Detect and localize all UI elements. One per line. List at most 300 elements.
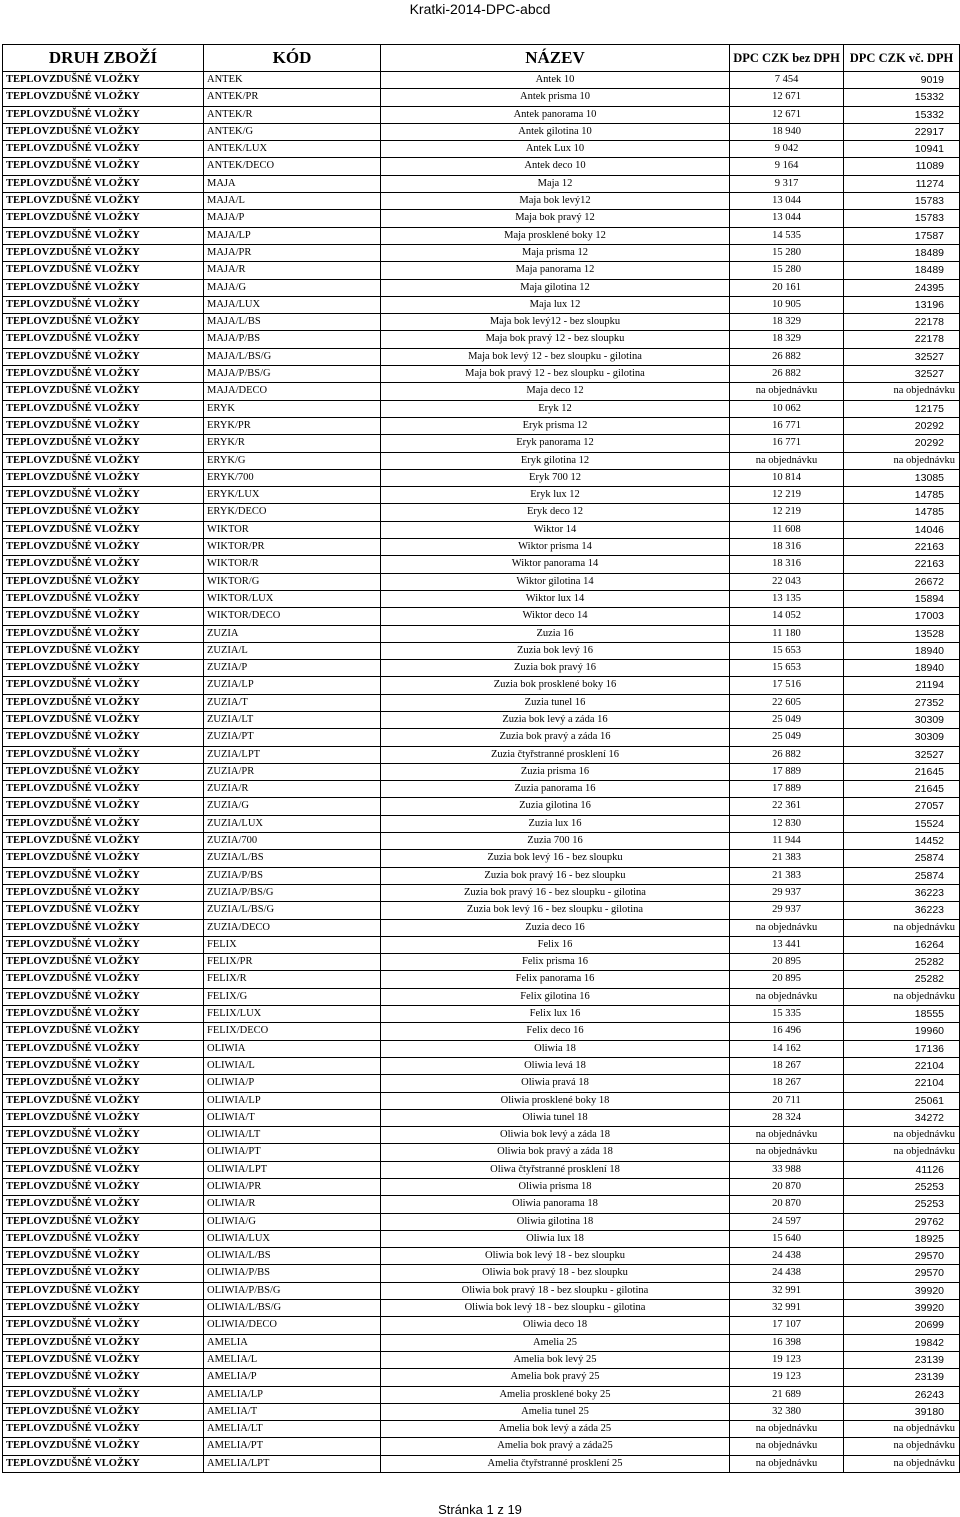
header-kod: KÓD (204, 45, 381, 72)
cell-nazev: Zuzia bok levý 16 (381, 642, 730, 659)
cell-druh-zbozi: TEPLOVZDUŠNÉ VLOŽKY (3, 539, 204, 556)
table-row (3, 1179, 960, 1196)
cell-nazev: Oliwia deco 18 (381, 1317, 730, 1334)
cell-kod: OLIWIA/LT (204, 1127, 381, 1144)
cell-price-without-vat: 18 940 (730, 123, 844, 140)
cell-price-without-vat: 18 316 (730, 539, 844, 556)
cell-kod: WIKTOR/R (204, 556, 381, 573)
cell-nazev: Oliwia bok levý a záda 18 (381, 1127, 730, 1144)
cell-price-without-vat: na objednávku (730, 1127, 844, 1144)
table-body (3, 72, 960, 1473)
cell-price-with-vat: 20292 (844, 435, 960, 452)
cell-druh-zbozi: TEPLOVZDUŠNÉ VLOŽKY (3, 677, 204, 694)
table-row (3, 1421, 960, 1438)
table-row (3, 193, 960, 210)
cell-price-without-vat: 24 438 (730, 1265, 844, 1282)
cell-nazev: Zuzia čtyřstranné prosklení 16 (381, 746, 730, 763)
table-row (3, 1196, 960, 1213)
cell-price-with-vat: 21645 (844, 763, 960, 780)
cell-kod: FELIX/DECO (204, 1023, 381, 1040)
table-row (3, 711, 960, 728)
cell-price-with-vat: 29570 (844, 1248, 960, 1265)
cell-druh-zbozi: TEPLOVZDUŠNÉ VLOŽKY (3, 1092, 204, 1109)
cell-price-without-vat: 22 043 (730, 573, 844, 590)
cell-price-with-vat: 13528 (844, 625, 960, 642)
cell-price-with-vat: na objednávku (844, 988, 960, 1005)
table-row (3, 677, 960, 694)
cell-nazev: Amelia čtyřstranné prosklení 25 (381, 1455, 730, 1472)
cell-price-without-vat: 25 049 (730, 711, 844, 728)
cell-kod: MAJA/L/BS (204, 314, 381, 331)
cell-nazev: Felix prisma 16 (381, 954, 730, 971)
cell-kod: ANTEK (204, 72, 381, 89)
cell-price-with-vat: 17587 (844, 227, 960, 244)
cell-kod: FELIX (204, 936, 381, 953)
table-row (3, 1075, 960, 1092)
cell-price-with-vat: 39180 (844, 1403, 960, 1420)
cell-kod: FELIX/PR (204, 954, 381, 971)
table-row (3, 884, 960, 901)
cell-price-without-vat: 7 454 (730, 72, 844, 89)
cell-price-with-vat: 14785 (844, 487, 960, 504)
cell-nazev: Maja bok levý12 (381, 193, 730, 210)
cell-druh-zbozi: TEPLOVZDUŠNÉ VLOŽKY (3, 556, 204, 573)
cell-kod: ZUZIA/LPT (204, 746, 381, 763)
table-row (3, 383, 960, 400)
cell-nazev: Zuzia gilotina 16 (381, 798, 730, 815)
header-price-without-vat: DPC CZK bez DPH (730, 45, 844, 72)
table-row (3, 279, 960, 296)
cell-druh-zbozi: TEPLOVZDUŠNÉ VLOŽKY (3, 331, 204, 348)
cell-kod: ANTEK/G (204, 123, 381, 140)
table-row (3, 850, 960, 867)
cell-kod: ZUZIA/G (204, 798, 381, 815)
document-title: Kratki-2014-DPC-abcd (409, 1, 551, 17)
cell-price-with-vat: 18940 (844, 660, 960, 677)
cell-nazev: Amelia tunel 25 (381, 1403, 730, 1420)
table-row (3, 1386, 960, 1403)
header-nazev: NÁZEV (381, 45, 730, 72)
cell-price-without-vat: 17 889 (730, 781, 844, 798)
cell-kod: MAJA/L (204, 193, 381, 210)
cell-nazev: Amelia bok pravý 25 (381, 1369, 730, 1386)
cell-nazev: Maja bok pravý 12 - bez sloupku (381, 331, 730, 348)
cell-druh-zbozi: TEPLOVZDUŠNÉ VLOŽKY (3, 988, 204, 1005)
cell-nazev: Wiktor gilotina 14 (381, 573, 730, 590)
cell-kod: AMELIA (204, 1334, 381, 1351)
cell-kod: FELIX/G (204, 988, 381, 1005)
cell-druh-zbozi: TEPLOVZDUŠNÉ VLOŽKY (3, 884, 204, 901)
cell-druh-zbozi: TEPLOVZDUŠNÉ VLOŽKY (3, 487, 204, 504)
cell-kod: ZUZIA/P/BS/G (204, 884, 381, 901)
cell-druh-zbozi: TEPLOVZDUŠNÉ VLOŽKY (3, 694, 204, 711)
cell-kod: ZUZIA/PT (204, 729, 381, 746)
cell-price-without-vat: 21 383 (730, 867, 844, 884)
cell-nazev: Antek 10 (381, 72, 730, 89)
cell-druh-zbozi: TEPLOVZDUŠNÉ VLOŽKY (3, 314, 204, 331)
table-row (3, 590, 960, 607)
cell-nazev: Maja panorama 12 (381, 262, 730, 279)
table-row (3, 1092, 960, 1109)
cell-kod: ZUZIA/LUX (204, 815, 381, 832)
table-row (3, 244, 960, 261)
cell-kod: AMELIA/T (204, 1403, 381, 1420)
page-number: Stránka 1 z 19 (438, 1502, 522, 1517)
cell-kod: OLIWIA/P/BS/G (204, 1282, 381, 1299)
cell-price-with-vat: 32527 (844, 348, 960, 365)
cell-price-with-vat: 14785 (844, 504, 960, 521)
cell-price-without-vat: 10 905 (730, 296, 844, 313)
price-table-container (2, 44, 959, 1473)
cell-nazev: Felix gilotina 16 (381, 988, 730, 1005)
cell-price-with-vat: 18925 (844, 1230, 960, 1247)
cell-price-with-vat: 32527 (844, 746, 960, 763)
cell-nazev: Maja lux 12 (381, 296, 730, 313)
cell-nazev: Zuzia bok pravý a záda 16 (381, 729, 730, 746)
cell-nazev: Zuzia 16 (381, 625, 730, 642)
cell-druh-zbozi: TEPLOVZDUŠNÉ VLOŽKY (3, 1265, 204, 1282)
cell-nazev: Oliwia panorama 18 (381, 1196, 730, 1213)
cell-druh-zbozi: TEPLOVZDUŠNÉ VLOŽKY (3, 141, 204, 158)
cell-nazev: Wiktor panorama 14 (381, 556, 730, 573)
table-row (3, 1282, 960, 1299)
cell-kod: ZUZIA/DECO (204, 919, 381, 936)
cell-kod: ZUZIA/T (204, 694, 381, 711)
cell-price-without-vat: 16 496 (730, 1023, 844, 1040)
cell-druh-zbozi: TEPLOVZDUŠNÉ VLOŽKY (3, 417, 204, 434)
cell-kod: ERYK/G (204, 452, 381, 469)
cell-price-without-vat: 22 361 (730, 798, 844, 815)
cell-price-with-vat: 26243 (844, 1386, 960, 1403)
cell-nazev: Wiktor prisma 14 (381, 539, 730, 556)
table-row (3, 504, 960, 521)
cell-price-without-vat: 24 438 (730, 1248, 844, 1265)
cell-nazev: Amelia bok levý a záda 25 (381, 1421, 730, 1438)
cell-price-with-vat: 15332 (844, 89, 960, 106)
cell-price-without-vat: 33 988 (730, 1161, 844, 1178)
cell-price-without-vat: 12 671 (730, 89, 844, 106)
cell-price-with-vat: na objednávku (844, 1438, 960, 1455)
cell-kod: OLIWIA/LPT (204, 1161, 381, 1178)
cell-kod: AMELIA/PT (204, 1438, 381, 1455)
cell-kod: MAJA/DECO (204, 383, 381, 400)
cell-kod: OLIWIA/PR (204, 1179, 381, 1196)
cell-nazev: Maja bok levý12 - bez sloupku (381, 314, 730, 331)
cell-nazev: Eryk prisma 12 (381, 417, 730, 434)
cell-price-without-vat: 14 052 (730, 608, 844, 625)
cell-price-with-vat: 20292 (844, 417, 960, 434)
cell-nazev: Maja prisma 12 (381, 244, 730, 261)
cell-druh-zbozi: TEPLOVZDUŠNÉ VLOŽKY (3, 348, 204, 365)
cell-price-with-vat: 25282 (844, 954, 960, 971)
table-row (3, 573, 960, 590)
cell-nazev: Eryk panorama 12 (381, 435, 730, 452)
cell-kod: MAJA/P (204, 210, 381, 227)
cell-price-with-vat: 25061 (844, 1092, 960, 1109)
table-row (3, 210, 960, 227)
cell-kod: OLIWIA/L (204, 1057, 381, 1074)
cell-druh-zbozi: TEPLOVZDUŠNÉ VLOŽKY (3, 625, 204, 642)
cell-nazev: Oliwia tunel 18 (381, 1109, 730, 1126)
cell-druh-zbozi: TEPLOVZDUŠNÉ VLOŽKY (3, 573, 204, 590)
cell-price-without-vat: 12 671 (730, 106, 844, 123)
table-row (3, 1317, 960, 1334)
cell-nazev: Eryk gilotina 12 (381, 452, 730, 469)
table-row (3, 1455, 960, 1472)
cell-druh-zbozi: TEPLOVZDUŠNÉ VLOŽKY (3, 1369, 204, 1386)
cell-price-with-vat: 32527 (844, 366, 960, 383)
cell-druh-zbozi: TEPLOVZDUŠNÉ VLOŽKY (3, 833, 204, 850)
cell-nazev: Oliwa čtyřstranné prosklení 18 (381, 1161, 730, 1178)
cell-price-with-vat: 11089 (844, 158, 960, 175)
table-row (3, 798, 960, 815)
cell-nazev: Antek gilotina 10 (381, 123, 730, 140)
cell-price-without-vat: 9 042 (730, 141, 844, 158)
cell-price-with-vat: 19842 (844, 1334, 960, 1351)
table-row (3, 417, 960, 434)
table-row (3, 867, 960, 884)
cell-price-without-vat: 20 870 (730, 1179, 844, 1196)
table-row (3, 988, 960, 1005)
cell-price-with-vat: 29570 (844, 1265, 960, 1282)
cell-kod: MAJA/LP (204, 227, 381, 244)
cell-kod: ZUZIA/LP (204, 677, 381, 694)
table-row (3, 815, 960, 832)
cell-nazev: Oliwia bok pravý a záda 18 (381, 1144, 730, 1161)
cell-kod: MAJA/L/BS/G (204, 348, 381, 365)
cell-kod: ZUZIA/L/BS (204, 850, 381, 867)
cell-kod: ZUZIA/R (204, 781, 381, 798)
cell-price-without-vat: 12 219 (730, 504, 844, 521)
cell-nazev: Amelia bok levý 25 (381, 1351, 730, 1368)
cell-price-with-vat: na objednávku (844, 1144, 960, 1161)
cell-price-with-vat: 27057 (844, 798, 960, 815)
cell-druh-zbozi: TEPLOVZDUŠNÉ VLOŽKY (3, 400, 204, 417)
table-row (3, 106, 960, 123)
table-row (3, 314, 960, 331)
cell-price-without-vat: 17 107 (730, 1317, 844, 1334)
cell-nazev: Zuzia tunel 16 (381, 694, 730, 711)
cell-price-with-vat: 21645 (844, 781, 960, 798)
cell-druh-zbozi: TEPLOVZDUŠNÉ VLOŽKY (3, 210, 204, 227)
cell-nazev: Oliwia bok levý 18 - bez sloupku (381, 1248, 730, 1265)
cell-kod: ZUZIA/LT (204, 711, 381, 728)
cell-price-without-vat: 11 944 (730, 833, 844, 850)
cell-druh-zbozi: TEPLOVZDUŠNÉ VLOŽKY (3, 296, 204, 313)
cell-price-with-vat: 25874 (844, 867, 960, 884)
cell-price-without-vat: 10 062 (730, 400, 844, 417)
cell-druh-zbozi: TEPLOVZDUŠNÉ VLOŽKY (3, 850, 204, 867)
cell-nazev: Zuzia bok levý a záda 16 (381, 711, 730, 728)
cell-price-with-vat: 26672 (844, 573, 960, 590)
table-row (3, 1369, 960, 1386)
cell-kod: AMELIA/L (204, 1351, 381, 1368)
cell-druh-zbozi: TEPLOVZDUŠNÉ VLOŽKY (3, 1161, 204, 1178)
cell-nazev: Wiktor lux 14 (381, 590, 730, 607)
table-row (3, 487, 960, 504)
cell-price-with-vat: 18489 (844, 244, 960, 261)
table-row (3, 1127, 960, 1144)
cell-nazev: Oliwia prosklené boky 18 (381, 1092, 730, 1109)
table-row (3, 781, 960, 798)
cell-kod: FELIX/LUX (204, 1006, 381, 1023)
cell-kod: ERYK/700 (204, 469, 381, 486)
cell-druh-zbozi: TEPLOVZDUŠNÉ VLOŽKY (3, 1230, 204, 1247)
table-row (3, 158, 960, 175)
cell-nazev: Oliwia bok pravý 18 - bez sloupku - gilotina (381, 1282, 730, 1299)
cell-price-with-vat: na objednávku (844, 452, 960, 469)
cell-druh-zbozi: TEPLOVZDUŠNÉ VLOŽKY (3, 1317, 204, 1334)
cell-nazev: Eryk 700 12 (381, 469, 730, 486)
cell-druh-zbozi: TEPLOVZDUŠNÉ VLOŽKY (3, 1109, 204, 1126)
table-row (3, 729, 960, 746)
cell-price-without-vat: 22 605 (730, 694, 844, 711)
cell-nazev: Zuzia bok levý 16 - bez sloupku - gilotina (381, 902, 730, 919)
cell-price-with-vat: 36223 (844, 902, 960, 919)
cell-druh-zbozi: TEPLOVZDUŠNÉ VLOŽKY (3, 1386, 204, 1403)
cell-kod: AMELIA/P (204, 1369, 381, 1386)
table-row (3, 763, 960, 780)
cell-kod: ERYK/DECO (204, 504, 381, 521)
header-druh-zbozi: DRUH ZBOŽÍ (3, 45, 204, 72)
cell-price-without-vat: 32 991 (730, 1282, 844, 1299)
cell-druh-zbozi: TEPLOVZDUŠNÉ VLOŽKY (3, 452, 204, 469)
table-row (3, 1403, 960, 1420)
table-row (3, 1300, 960, 1317)
cell-kod: MAJA/R (204, 262, 381, 279)
cell-druh-zbozi: TEPLOVZDUŠNÉ VLOŽKY (3, 193, 204, 210)
cell-druh-zbozi: TEPLOVZDUŠNÉ VLOŽKY (3, 815, 204, 832)
cell-nazev: Maja bok pravý 12 (381, 210, 730, 227)
cell-nazev: Antek Lux 10 (381, 141, 730, 158)
cell-kod: AMELIA/LP (204, 1386, 381, 1403)
table-header-row (3, 45, 960, 72)
cell-druh-zbozi: TEPLOVZDUŠNÉ VLOŽKY (3, 1144, 204, 1161)
cell-kod: OLIWIA/G (204, 1213, 381, 1230)
cell-kod: OLIWIA (204, 1040, 381, 1057)
cell-price-with-vat: 15332 (844, 106, 960, 123)
cell-price-with-vat: 16264 (844, 936, 960, 953)
cell-price-with-vat: na objednávku (844, 383, 960, 400)
cell-kod: ANTEK/R (204, 106, 381, 123)
table-row (3, 746, 960, 763)
cell-druh-zbozi: TEPLOVZDUŠNÉ VLOŽKY (3, 1334, 204, 1351)
cell-nazev: Felix deco 16 (381, 1023, 730, 1040)
cell-price-without-vat: 19 123 (730, 1369, 844, 1386)
table-row (3, 331, 960, 348)
cell-druh-zbozi: TEPLOVZDUŠNÉ VLOŽKY (3, 1403, 204, 1420)
cell-druh-zbozi: TEPLOVZDUŠNÉ VLOŽKY (3, 971, 204, 988)
cell-price-with-vat: 13085 (844, 469, 960, 486)
cell-nazev: Oliwia bok levý 18 - bez sloupku - gilotina (381, 1300, 730, 1317)
cell-nazev: Oliwia bok pravý 18 - bez sloupku (381, 1265, 730, 1282)
cell-druh-zbozi: TEPLOVZDUŠNÉ VLOŽKY (3, 763, 204, 780)
cell-kod: ANTEK/DECO (204, 158, 381, 175)
cell-price-without-vat: na objednávku (730, 383, 844, 400)
cell-druh-zbozi: TEPLOVZDUŠNÉ VLOŽKY (3, 227, 204, 244)
table-row (3, 971, 960, 988)
cell-price-without-vat: 18 267 (730, 1057, 844, 1074)
cell-price-with-vat: 12175 (844, 400, 960, 417)
cell-kod: OLIWIA/P/BS (204, 1265, 381, 1282)
cell-price-without-vat: 10 814 (730, 469, 844, 486)
cell-price-without-vat: 13 044 (730, 210, 844, 227)
cell-price-with-vat: na objednávku (844, 919, 960, 936)
cell-druh-zbozi: TEPLOVZDUŠNÉ VLOŽKY (3, 504, 204, 521)
cell-price-with-vat: 15783 (844, 210, 960, 227)
table-row (3, 72, 960, 89)
cell-nazev: Oliwia pravá 18 (381, 1075, 730, 1092)
cell-kod: OLIWIA/L/BS/G (204, 1300, 381, 1317)
table-row (3, 1023, 960, 1040)
cell-nazev: Oliwia gilotina 18 (381, 1213, 730, 1230)
cell-druh-zbozi: TEPLOVZDUŠNÉ VLOŽKY (3, 1023, 204, 1040)
cell-price-without-vat: 18 329 (730, 314, 844, 331)
cell-druh-zbozi: TEPLOVZDUŠNÉ VLOŽKY (3, 366, 204, 383)
table-row (3, 1213, 960, 1230)
cell-kod: ZUZIA (204, 625, 381, 642)
cell-price-without-vat: 14 162 (730, 1040, 844, 1057)
cell-nazev: Maja bok levý 12 - bez sloupku - gilotina (381, 348, 730, 365)
table-row (3, 452, 960, 469)
cell-price-with-vat: 22163 (844, 556, 960, 573)
cell-nazev: Antek deco 10 (381, 158, 730, 175)
cell-price-without-vat: 17 516 (730, 677, 844, 694)
cell-nazev: Oliwia lux 18 (381, 1230, 730, 1247)
cell-druh-zbozi: TEPLOVZDUŠNÉ VLOŽKY (3, 244, 204, 261)
cell-nazev: Felix lux 16 (381, 1006, 730, 1023)
cell-price-without-vat: 29 937 (730, 902, 844, 919)
cell-druh-zbozi: TEPLOVZDUŠNÉ VLOŽKY (3, 1179, 204, 1196)
cell-price-without-vat: 20 161 (730, 279, 844, 296)
cell-kod: ZUZIA/700 (204, 833, 381, 850)
cell-kod: WIKTOR/DECO (204, 608, 381, 625)
cell-price-with-vat: 14046 (844, 521, 960, 538)
cell-price-with-vat: 13196 (844, 296, 960, 313)
cell-price-with-vat: 39920 (844, 1282, 960, 1299)
table-row (3, 123, 960, 140)
cell-nazev: Zuzia bok pravý 16 - bez sloupku - gilotina (381, 884, 730, 901)
cell-price-with-vat: 15783 (844, 193, 960, 210)
cell-nazev: Wiktor 14 (381, 521, 730, 538)
table-row (3, 660, 960, 677)
cell-price-with-vat: 9019 (844, 72, 960, 89)
cell-nazev: Maja 12 (381, 175, 730, 192)
cell-druh-zbozi: TEPLOVZDUŠNÉ VLOŽKY (3, 1127, 204, 1144)
cell-price-without-vat: 13 135 (730, 590, 844, 607)
table-row (3, 625, 960, 642)
cell-price-with-vat: 23139 (844, 1369, 960, 1386)
cell-price-without-vat: na objednávku (730, 1144, 844, 1161)
cell-druh-zbozi: TEPLOVZDUŠNÉ VLOŽKY (3, 798, 204, 815)
cell-price-without-vat: 32 991 (730, 1300, 844, 1317)
cell-druh-zbozi: TEPLOVZDUŠNÉ VLOŽKY (3, 1006, 204, 1023)
table-row (3, 919, 960, 936)
cell-druh-zbozi: TEPLOVZDUŠNÉ VLOŽKY (3, 867, 204, 884)
cell-druh-zbozi: TEPLOVZDUŠNÉ VLOŽKY (3, 902, 204, 919)
table-row (3, 556, 960, 573)
cell-price-without-vat: 18 316 (730, 556, 844, 573)
cell-nazev: Antek panorama 10 (381, 106, 730, 123)
table-row (3, 539, 960, 556)
cell-price-without-vat: 15 640 (730, 1230, 844, 1247)
cell-kod: OLIWIA/LP (204, 1092, 381, 1109)
cell-price-with-vat: 23139 (844, 1351, 960, 1368)
cell-price-without-vat: na objednávku (730, 1421, 844, 1438)
cell-druh-zbozi: TEPLOVZDUŠNÉ VLOŽKY (3, 608, 204, 625)
cell-kod: OLIWIA/DECO (204, 1317, 381, 1334)
cell-price-without-vat: na objednávku (730, 988, 844, 1005)
